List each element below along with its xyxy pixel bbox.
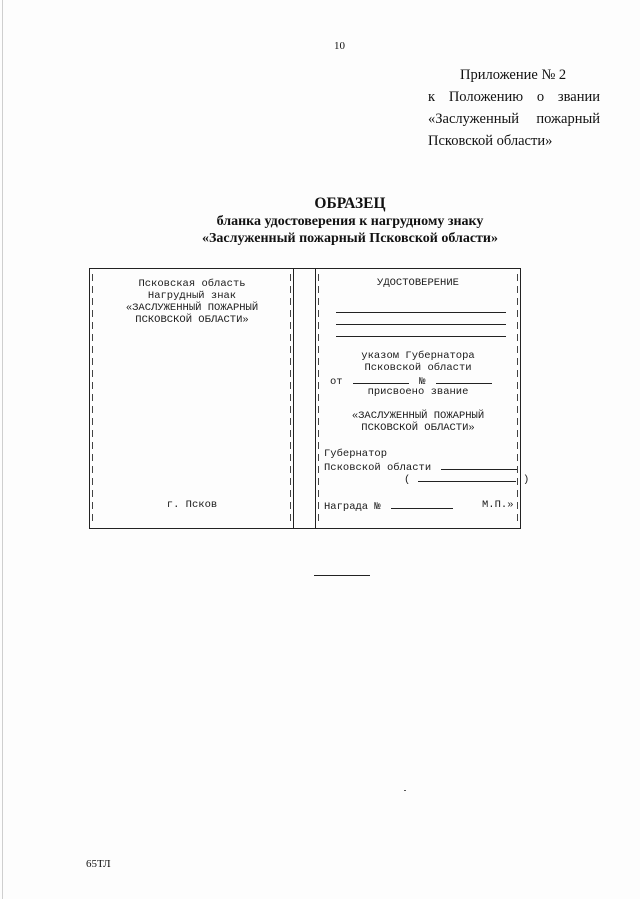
appendix-word: к bbox=[428, 89, 436, 105]
page-number: 10 bbox=[334, 40, 345, 52]
assigned-rank-label: присвоено звание bbox=[367, 386, 469, 398]
appendix-line-1: Приложение № 2 bbox=[460, 67, 567, 83]
appendix-word: пожарный bbox=[536, 111, 600, 127]
award-label: Награда № bbox=[324, 501, 381, 513]
decree-number-blank bbox=[436, 374, 492, 384]
cover-title-2: ПСКОВСКОЙ ОБЛАСТИ» bbox=[135, 314, 249, 326]
number-sign: № bbox=[419, 376, 426, 388]
governor-name-blank bbox=[418, 472, 516, 482]
appendix-word: Положению bbox=[448, 89, 524, 105]
form-border-bottom bbox=[89, 528, 521, 529]
decree-line-2: Псковской области bbox=[364, 362, 472, 374]
form-border-top bbox=[89, 268, 521, 269]
paren-open: ( bbox=[404, 474, 411, 486]
appendix-word: звании bbox=[557, 89, 600, 105]
paren-close: ) bbox=[522, 474, 530, 486]
date-prefix: от bbox=[330, 376, 343, 388]
date-blank bbox=[353, 374, 409, 384]
appendix-header bbox=[428, 64, 600, 152]
form-border-right bbox=[520, 268, 521, 529]
appendix-word: о bbox=[536, 89, 545, 105]
decree-line-1: указом Губернатора bbox=[361, 350, 475, 362]
appendix-word: «Заслуженный bbox=[428, 111, 519, 127]
form-border-left bbox=[89, 268, 90, 529]
governor-name-row bbox=[404, 472, 529, 486]
blank-line-name bbox=[336, 324, 506, 325]
title-subtitle-2: «Заслуженный пожарный Псковской области» bbox=[202, 231, 498, 246]
blank-line-patronymic bbox=[336, 336, 506, 337]
award-number-blank bbox=[391, 499, 453, 509]
end-separator bbox=[314, 575, 370, 576]
cover-badge-label: Нагрудный знак bbox=[147, 290, 237, 302]
form-dashed-guide bbox=[517, 274, 518, 524]
seal-mark: М.П.» bbox=[482, 499, 514, 511]
form-fold-line bbox=[315, 268, 316, 529]
form-dashed-guide bbox=[92, 274, 93, 524]
certificate-heading: УДОСТОВЕРЕНИЕ bbox=[377, 277, 459, 289]
document-title bbox=[100, 194, 600, 247]
certificate-form bbox=[89, 268, 530, 529]
scan-edge bbox=[2, 0, 3, 899]
governor-signature-blank bbox=[441, 460, 517, 470]
cover-region: Псковская область bbox=[138, 278, 246, 290]
cover-title-1: «ЗАСЛУЖЕННЫЙ ПОЖАРНЫЙ bbox=[125, 302, 259, 314]
title-subtitle-1: бланка удостоверения к нагрудному знаку bbox=[216, 214, 484, 229]
governor-label-2: Псковской области bbox=[324, 462, 432, 474]
rank-title-1: «ЗАСЛУЖЕННЫЙ ПОЖАРНЫЙ bbox=[351, 410, 485, 422]
blank-line-surname bbox=[336, 312, 506, 313]
scan-speck bbox=[404, 790, 406, 791]
appendix-line-4: Псковской области» bbox=[428, 133, 553, 149]
form-cover-panel bbox=[97, 278, 287, 326]
appendix-line-2 bbox=[428, 86, 600, 108]
rank-title-2: ПСКОВСКОЙ ОБЛАСТИ» bbox=[361, 422, 475, 434]
form-fold-line bbox=[293, 268, 294, 529]
form-dashed-guide bbox=[318, 274, 319, 524]
cover-city: г. Псков bbox=[166, 499, 218, 511]
title-main: ОБРАЗЕЦ bbox=[314, 195, 386, 212]
form-dashed-guide bbox=[290, 274, 291, 524]
award-number-row bbox=[324, 499, 453, 513]
footer-code: 65ТЛ bbox=[86, 858, 111, 870]
governor-label-1: Губернатор bbox=[324, 448, 388, 460]
appendix-line-3 bbox=[428, 108, 600, 130]
